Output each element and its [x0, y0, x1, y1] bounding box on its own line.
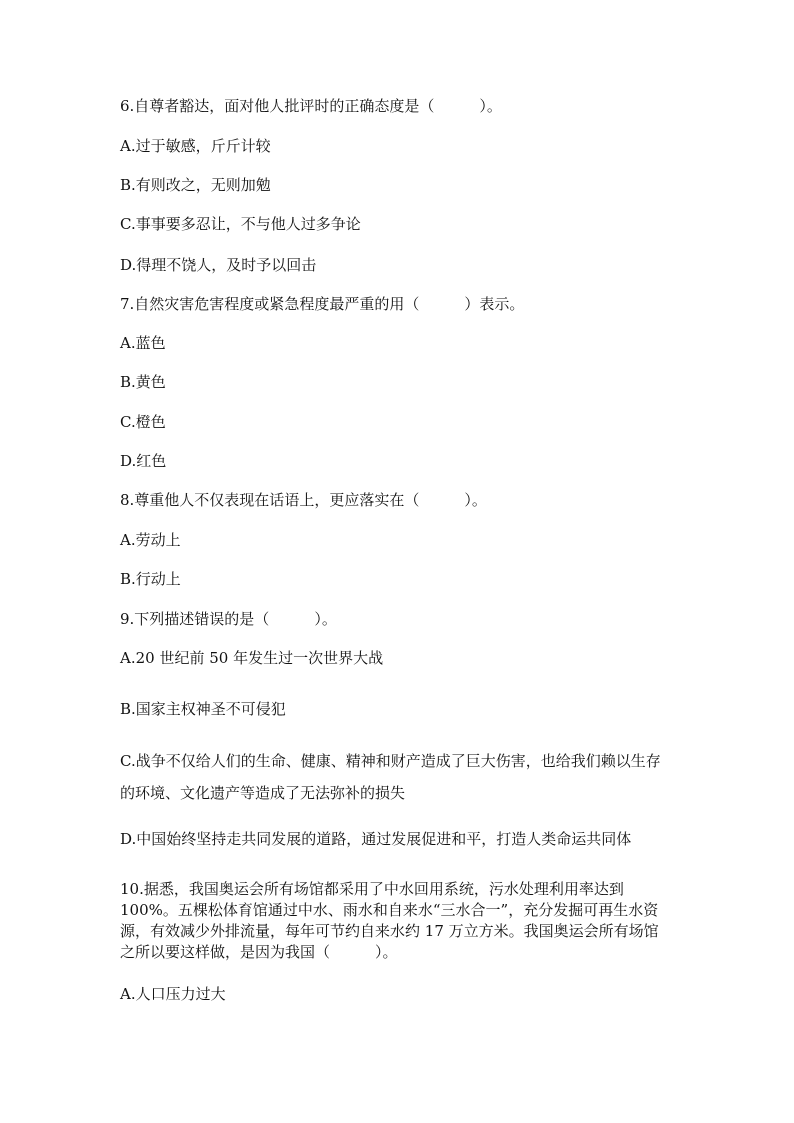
question-9-option-a: A.20 世纪前 50 年发生过一次世界大战: [120, 649, 384, 667]
question-6-option-c: C.事事要多忍让，不与他人过多争论: [120, 215, 361, 233]
question-7-option-d: D.红色: [120, 452, 167, 470]
question-6-option-b: B.有则改之，无则加勉: [120, 176, 271, 194]
question-9-option-d: D.中国始终坚持走共同发展的道路，通过发展促进和平，打造人类命运共同体: [120, 830, 632, 848]
question-6-option-d: D.得理不饶人，及时予以回击: [120, 256, 317, 274]
question-8-option-b: B.行动上: [120, 570, 181, 588]
question-9-option-b: B.国家主权神圣不可侵犯: [120, 700, 286, 718]
question-9-option-c: C.战争不仅给人们的生命、健康、精神和财产造成了巨大伤害，也给我们赖以生存的环境、文化遗产等造成了无法弥补的损失: [120, 752, 661, 802]
question-8-option-a: A.劳动上: [120, 531, 181, 549]
question-7-option-b: B.黄色: [120, 373, 166, 391]
question-7-option-a: A.蓝色: [120, 334, 166, 352]
question-9-stem: 9.下列描述错误的是（ ）。: [120, 610, 337, 628]
question-10-option-a: A.人口压力过大: [120, 985, 226, 1003]
question-8-stem: 8.尊重他人不仅表现在话语上，更应落实在（ ）。: [120, 491, 487, 509]
question-6-stem: 6.自尊者豁达，面对他人批评时的正确态度是（ ）。: [120, 97, 502, 115]
question-7-stem: 7.自然灾害危害程度或紧急程度最严重的用（ ）表示。: [120, 295, 525, 313]
question-6-option-a: A.过于敏感，斤斤计较: [120, 137, 271, 155]
question-7-option-c: C.橙色: [120, 413, 166, 431]
question-10-stem: 10.据悉，我国奥运会所有场馆都采用了中水回用系统，污水处理利用率达到 100%。五棵松体育馆通过中水、雨水和自来水“三水合一”，充分发掘可再生水资源，有效减少外排流量，每年可节约自来水约 17 万立方米。我国奥运会所有场馆之所以要这样做，是因为我国（ ）。: [120, 880, 659, 961]
